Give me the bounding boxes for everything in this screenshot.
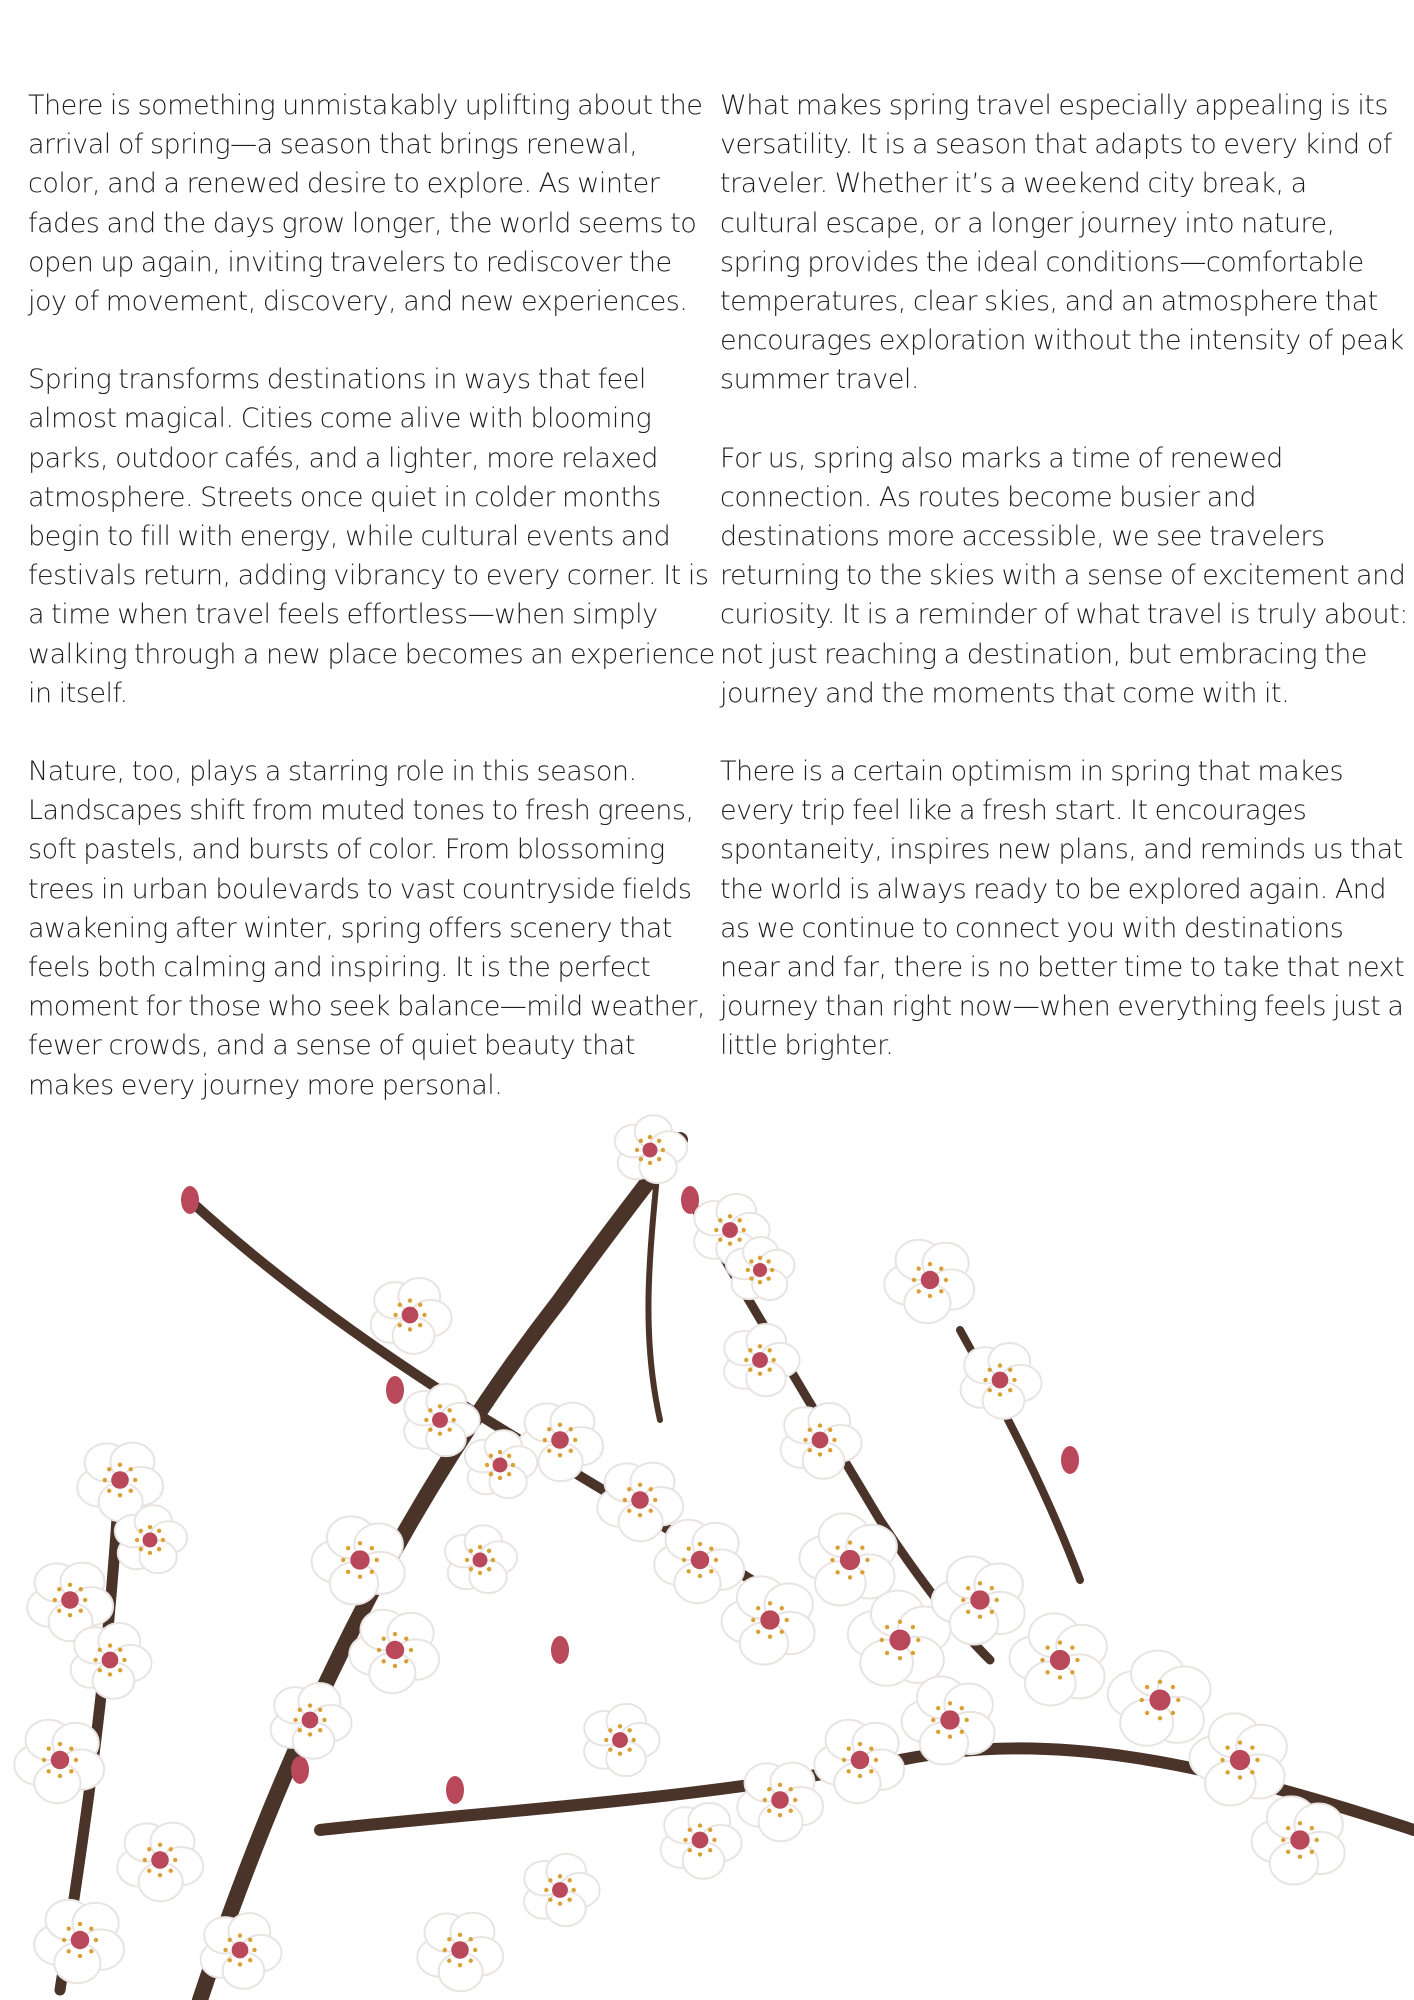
blossom bbox=[349, 1610, 439, 1693]
blossom-branch-illustration bbox=[0, 1100, 1414, 2000]
paragraph: There is a certain optimism in spring that makes every trip feel like a fresh start. It encourages spontaneity, inspires new plans, and reminds us that the world is always ready to be explored again. And as we continue to connect you with destinations near and far, there is no better time to take that next journey than right now—when everything feels just a little brighter. bbox=[720, 756, 1405, 1062]
blossom bbox=[724, 1324, 799, 1396]
blossom bbox=[722, 1576, 815, 1664]
blossom bbox=[737, 1763, 823, 1842]
blossom bbox=[661, 1803, 742, 1879]
right-text-column bbox=[720, 86, 1408, 1105]
blossom bbox=[654, 1520, 744, 1603]
blossom bbox=[34, 1900, 124, 1983]
blossom bbox=[615, 1115, 687, 1183]
blossom bbox=[799, 1513, 896, 1605]
blossom bbox=[115, 1505, 187, 1573]
blossom bbox=[884, 1240, 974, 1323]
blossom bbox=[1009, 1613, 1106, 1705]
blossom bbox=[312, 1516, 405, 1604]
bud bbox=[446, 1776, 464, 1804]
bud bbox=[551, 1636, 569, 1664]
blossom bbox=[71, 1623, 152, 1699]
blossom bbox=[1189, 1713, 1286, 1805]
paragraph: For us, spring also marks a time of renewed connection. As routes become busier and destinations more accessible, we see travelers returning to the skies with a sense of excitement and curiosity. It is a reminder of what travel is truly about: not just reaching a destination, but embracing the journey and the moments that come with it. bbox=[720, 442, 1408, 709]
paragraph: Nature, too, plays a starring role in this season. Landscapes shift from muted tones to fresh greens, soft pastels, and bursts of color. From blossoming trees in urban boulevards to vast countryside fields awakening after winter, spring offers scenery that feels both calming and inspiring. It is the perfect moment for those who seek balance—mild weather, fewer crowds, and a sense of quiet beauty that makes every journey more personal. bbox=[28, 756, 706, 1101]
blossoms bbox=[14, 1115, 1344, 1991]
left-text-column bbox=[28, 86, 716, 1144]
paragraph: What makes spring travel especially appealing is its versatility. It is a season that adapts to every kind of traveler. Whether it’s a weekend city break, a cultural escape, or a longer journey into nature, spring provides the ideal conditions—comfortable temperatures, clear skies, and an atmosphere that encourages exploration without the intensity of peak summer travel. bbox=[720, 90, 1404, 396]
blossom bbox=[524, 1854, 599, 1926]
blossom bbox=[584, 1704, 659, 1776]
blossom bbox=[961, 1343, 1042, 1419]
paragraph: Spring transforms destinations in ways that feel almost magical. Cities come alive with blooming parks, outdoor cafés, and a lighter, more relaxed atmosphere. Streets once quiet in colder months begin to fill with energy, while cultural events and festivals return, adding vibrancy to every corner. It is a time when travel feels effortless—when simply walking through a new place becomes an experience in itself. bbox=[28, 364, 715, 709]
blossom bbox=[445, 1525, 517, 1593]
blossom bbox=[814, 1720, 904, 1803]
paragraph: There is something unmistakably uplifting about the arrival of spring—a season that brings renewal, color, and a renewed desire to explore. As winter fades and the days grow longer, the world seems to open up again, inviting travelers to rediscover the joy of movement, discovery, and new experiences. bbox=[28, 90, 703, 318]
blossom bbox=[417, 1913, 503, 1992]
blossom bbox=[1252, 1796, 1345, 1884]
blossom bbox=[117, 1823, 203, 1902]
blossom bbox=[271, 1683, 352, 1759]
bud bbox=[1061, 1446, 1079, 1474]
blossom bbox=[1108, 1651, 1211, 1746]
bud bbox=[291, 1756, 309, 1784]
bud bbox=[181, 1186, 199, 1214]
blossom bbox=[371, 1278, 452, 1354]
bud bbox=[386, 1376, 404, 1404]
